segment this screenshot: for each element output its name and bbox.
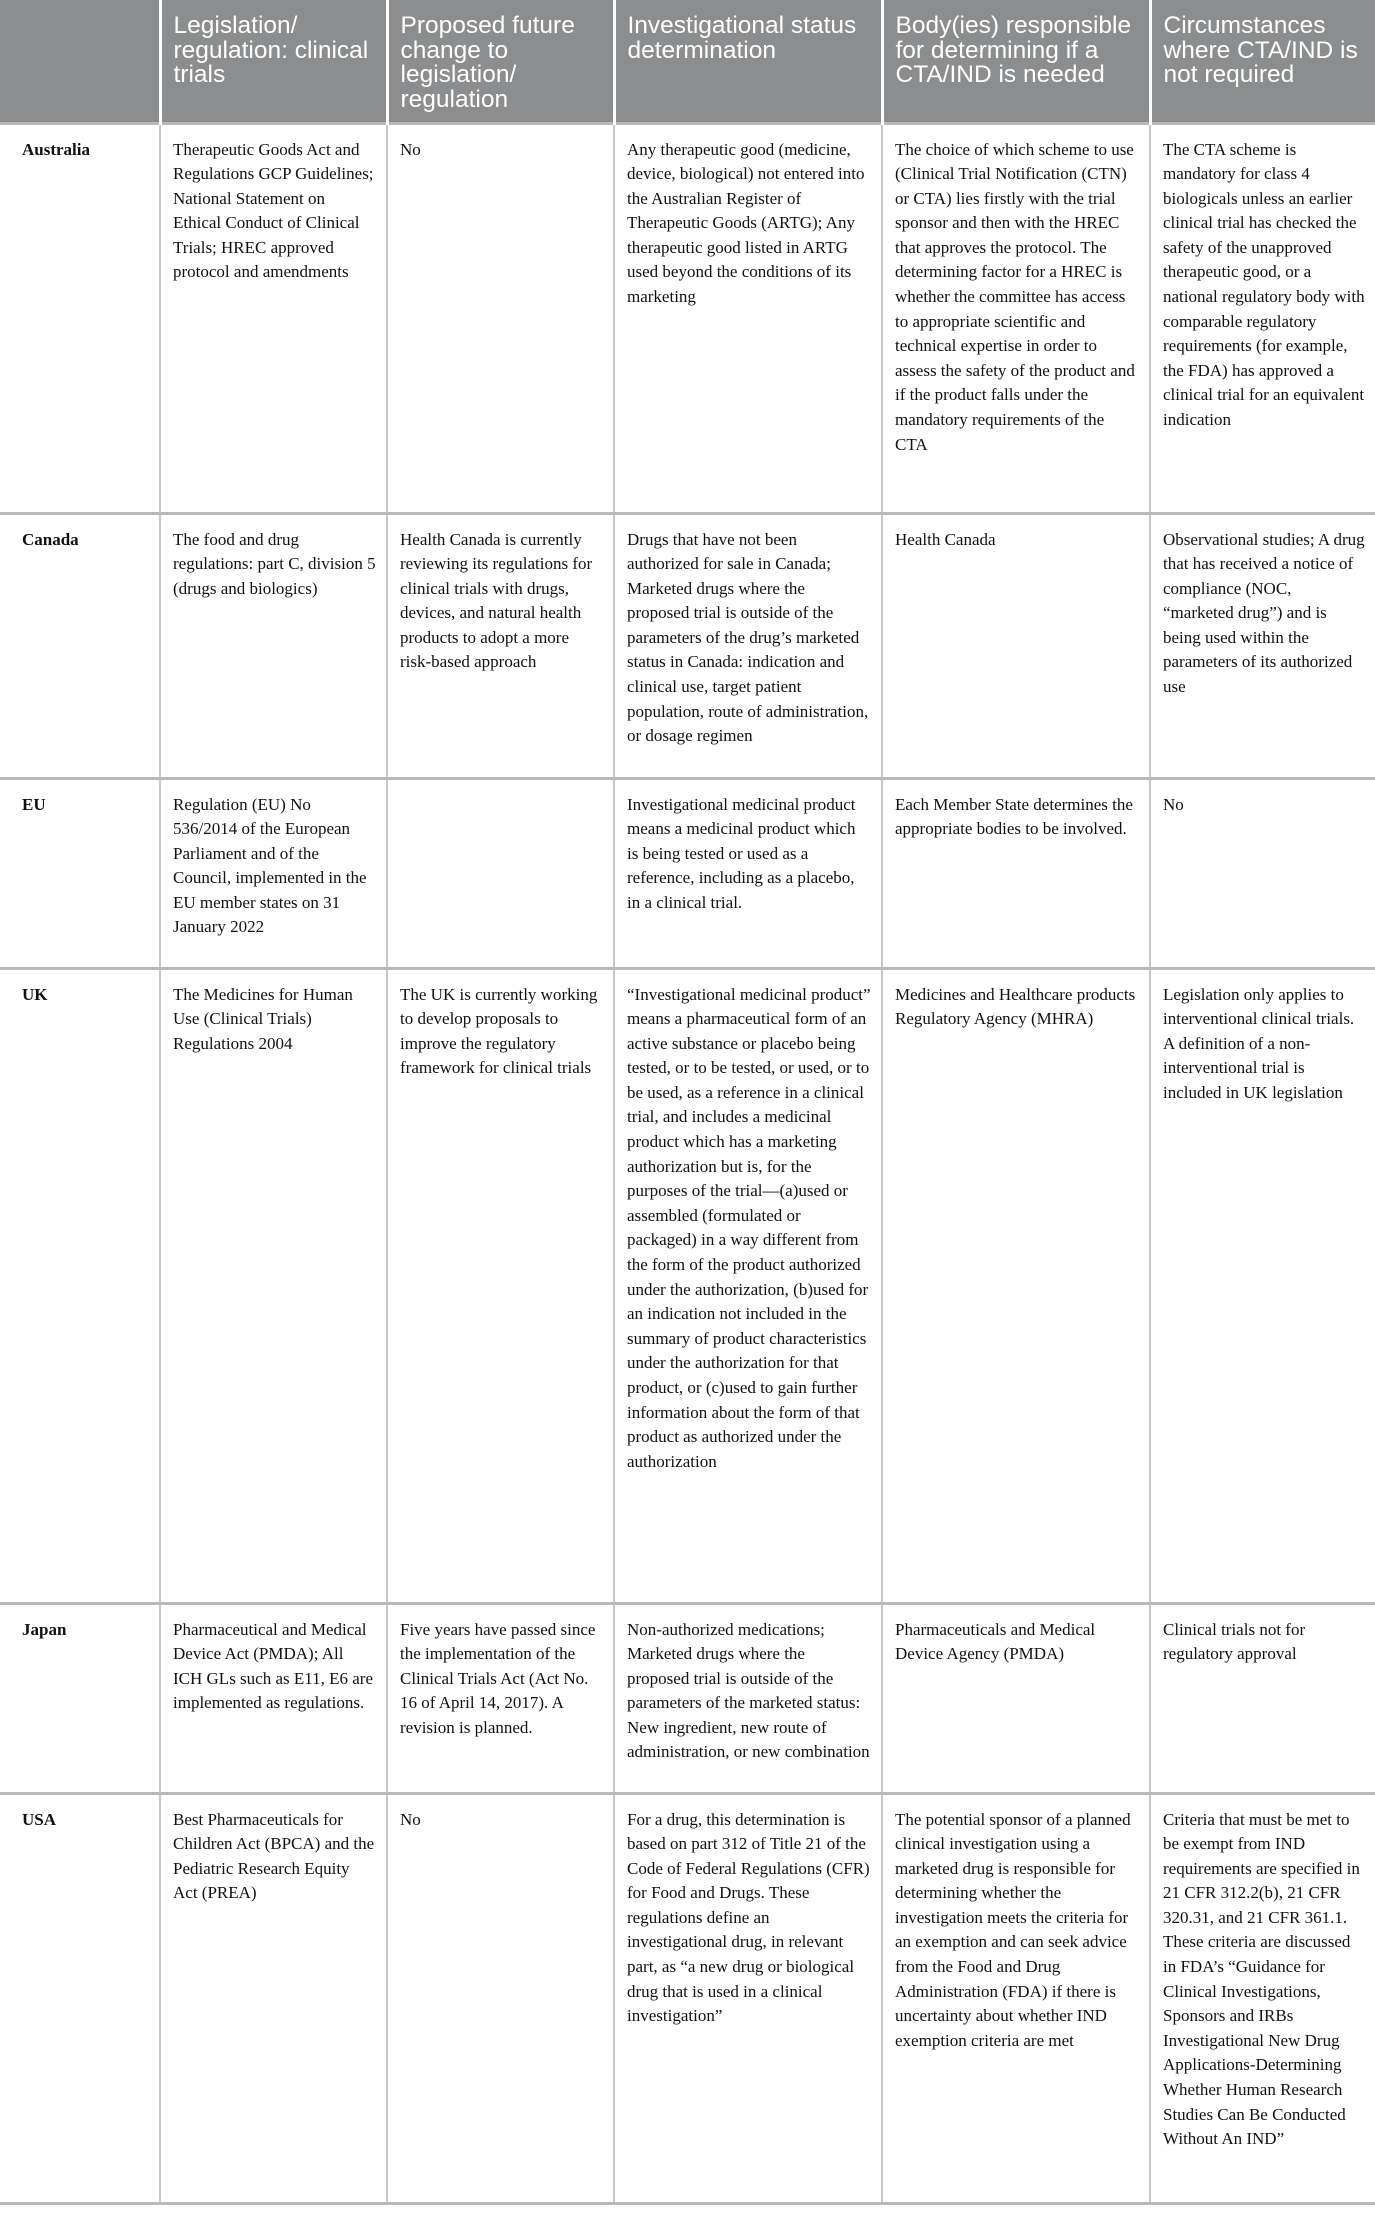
legislation-cell: Therapeutic Goods Act and Regulations GCP Guidelines; National Statement on Ethical Conduct of Clinical Trials; HREC approved protocol and amendments	[160, 123, 387, 513]
table-row-uk	[0, 968, 1375, 1603]
responsible-body-cell: Each Member State determines the appropriate bodies to be involved.	[882, 778, 1150, 968]
proposed-change-cell: Health Canada is currently reviewing its regulations for clinical trials with drugs, devices, and natural health products to adopt a more risk-based approach	[387, 513, 614, 778]
table-row-canada	[0, 513, 1375, 778]
header-legislation: Legislation/ regulation: clinical trials	[160, 0, 387, 123]
country-cell: UK	[0, 968, 160, 1603]
table-header	[0, 0, 1375, 123]
responsible-body-cell: Medicines and Healthcare products Regulatory Agency (MHRA)	[882, 968, 1150, 1603]
proposed-change-cell	[387, 778, 614, 968]
header-responsible-body: Body(ies) responsible for determining if a CTA/IND is needed	[882, 0, 1150, 123]
circumstances-cell: Observational studies; A drug that has received a notice of compliance (NOC, “marketed drug”) and is being used within the parameters of its authorized use	[1150, 513, 1375, 778]
legislation-cell: Regulation (EU) No 536/2014 of the European Parliament and of the Council, implemented in the EU member states on 31 January 2022	[160, 778, 387, 968]
proposed-change-cell: Five years have passed since the implementation of the Clinical Trials Act (Act No. 16 of April 14, 2017). A revision is planned.	[387, 1603, 614, 1793]
responsible-body-cell: The potential sponsor of a planned clinical investigation using a marketed drug is responsible for determining whether the investigation meets the criteria for an exemption and can seek advice from the Food and Drug Administration (FDA) if there is uncertainty about whether IND exemption criteria are met	[882, 1793, 1150, 2203]
responsible-body-cell: The choice of which scheme to use (Clinical Trial Notification (CTN) or CTA) lies firstly with the trial sponsor and then with the HREC that approves the protocol. The determining factor for a HREC is whether the committee has access to appropriate scientific and technical expertise in order to assess the safety of the product and if the product falls under the mandatory requirements of the CTA	[882, 123, 1150, 513]
investigational-status-cell: “Investigational medicinal product” means a pharmaceutical form of an active substance or placebo being tested, or to be tested, or used, or to be used, as a reference in a clinical trial, and includes a medicinal product which has a marketing authorization but is, for the purposes of the trial—(a)used or assembled (formulated or packaged) in a way different from the form of the product authorized under the authorization, (b)used for an indication not included in the summary of product characteristics under the authorization for that product, or (c)used to gain further information about the form of that product as authorized under the authorization	[614, 968, 882, 1603]
investigational-status-cell: Non-authorized medications; Marketed drugs where the proposed trial is outside of the parameters of the marketed status: New ingredient, new route of administration, or new combination	[614, 1603, 882, 1793]
table-row-japan	[0, 1603, 1375, 1793]
header-proposed-change: Proposed future change to legislation/ regulation	[387, 0, 614, 123]
circumstances-cell: Clinical trials not for regulatory approval	[1150, 1603, 1375, 1793]
table-row-usa	[0, 1793, 1375, 2203]
header-investigational-status: Investigational status determination	[614, 0, 882, 123]
proposed-change-cell: The UK is currently working to develop proposals to improve the regulatory framework for clinical trials	[387, 968, 614, 1603]
responsible-body-cell: Pharmaceuticals and Medical Device Agency (PMDA)	[882, 1603, 1150, 1793]
country-cell: EU	[0, 778, 160, 968]
investigational-status-cell: For a drug, this determination is based on part 312 of Title 21 of the Code of Federal Regulations (CFR) for Food and Drugs. These regulations define an investigational drug, in relevant part, as “a new drug or biological drug that is used in a clinical investigation”	[614, 1793, 882, 2203]
circumstances-cell: No	[1150, 778, 1375, 968]
header-circumstances: Circumstances where CTA/IND is not required	[1150, 0, 1375, 123]
country-cell: Canada	[0, 513, 160, 778]
investigational-status-cell: Any therapeutic good (medicine, device, biological) not entered into the Australian Register of Therapeutic Goods (ARTG); Any therapeutic good listed in ARTG used beyond the conditions of its marketing	[614, 123, 882, 513]
header-row	[0, 0, 1375, 123]
proposed-change-cell: No	[387, 1793, 614, 2203]
responsible-body-cell: Health Canada	[882, 513, 1150, 778]
legislation-cell: Best Pharmaceuticals for Children Act (BPCA) and the Pediatric Research Equity Act (PREA)	[160, 1793, 387, 2203]
table-body	[0, 123, 1375, 2203]
legislation-cell: The Medicines for Human Use (Clinical Trials) Regulations 2004	[160, 968, 387, 1603]
circumstances-cell: Criteria that must be met to be exempt from IND requirements are specified in 21 CFR 312.2(b), 21 CFR 320.31, and 21 CFR 361.1. These criteria are discussed in FDA’s “Guidance for Clinical Investigations, Sponsors and IRBs Investigational New Drug Applications-Determining Whether Human Research Studies Can Be Conducted Without An IND”	[1150, 1793, 1375, 2203]
legislation-cell: Pharmaceutical and Medical Device Act (PMDA); All ICH GLs such as E11, E6 are implemented as regulations.	[160, 1603, 387, 1793]
country-cell: USA	[0, 1793, 160, 2203]
legislation-cell: The food and drug regulations: part C, division 5 (drugs and biologics)	[160, 513, 387, 778]
circumstances-cell: The CTA scheme is mandatory for class 4 biologicals unless an earlier clinical trial has checked the safety of the unapproved therapeutic good, or a national regulatory body with comparable regulatory requirements (for example, the FDA) has approved a clinical trial for an equivalent indication	[1150, 123, 1375, 513]
investigational-status-cell: Drugs that have not been authorized for sale in Canada; Marketed drugs where the proposed trial is outside of the parameters of the drug’s marketed status in Canada: indication and clinical use, target patient population, route of administration, or dosage regimen	[614, 513, 882, 778]
proposed-change-cell: No	[387, 123, 614, 513]
header-country	[0, 0, 160, 123]
table-row-australia	[0, 123, 1375, 513]
country-cell: Australia	[0, 123, 160, 513]
country-cell: Japan	[0, 1603, 160, 1793]
table-row-eu	[0, 778, 1375, 968]
investigational-status-cell: Investigational medicinal product means a medicinal product which is being tested or used as a reference, including as a placebo, in a clinical trial.	[614, 778, 882, 968]
circumstances-cell: Legislation only applies to interventional clinical trials. A definition of a non-interventional trial is included in UK legislation	[1150, 968, 1375, 1603]
